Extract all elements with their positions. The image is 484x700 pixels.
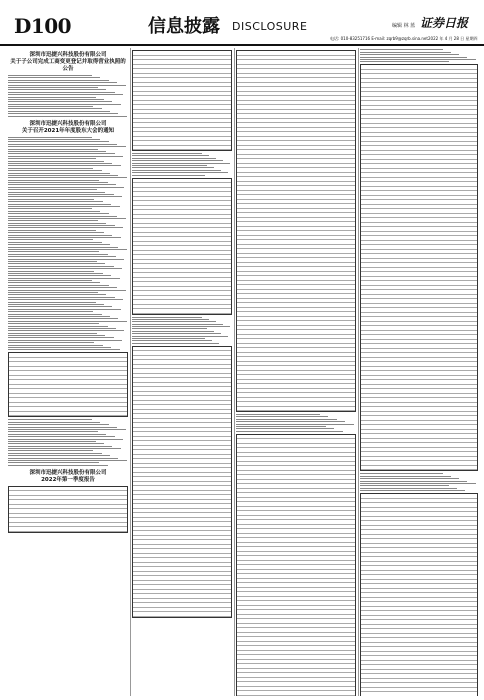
text-line xyxy=(8,89,106,90)
text-line xyxy=(236,419,337,420)
text-line xyxy=(8,282,100,283)
text-line xyxy=(8,294,106,295)
data-table xyxy=(132,346,232,618)
data-table xyxy=(8,352,128,417)
text-line xyxy=(132,170,221,171)
text-line xyxy=(8,232,104,233)
body-text xyxy=(360,49,478,62)
text-line xyxy=(8,80,109,81)
text-line xyxy=(132,338,205,339)
text-line xyxy=(8,321,127,322)
text-line xyxy=(360,52,451,53)
column-divider xyxy=(358,48,359,696)
text-line xyxy=(360,481,467,482)
table-row xyxy=(9,412,127,417)
text-line xyxy=(8,318,118,319)
text-line xyxy=(132,319,209,320)
text-line xyxy=(360,483,476,484)
text-line xyxy=(132,153,202,154)
data-table xyxy=(132,50,232,151)
issue-date: 2022 年 4 月 28 日 星期四 xyxy=(428,36,478,41)
text-line xyxy=(132,340,212,341)
text-line xyxy=(8,177,127,178)
text-line xyxy=(8,306,112,307)
text-line xyxy=(132,163,230,164)
text-line xyxy=(8,196,122,197)
text-line xyxy=(8,427,117,428)
text-line xyxy=(8,137,92,138)
text-line xyxy=(132,167,214,168)
text-line xyxy=(8,448,121,449)
data-table xyxy=(8,486,128,533)
column-3 xyxy=(236,48,356,696)
body-text xyxy=(8,419,128,465)
text-line xyxy=(132,158,216,159)
text-line xyxy=(8,330,124,331)
text-line xyxy=(8,287,117,288)
text-line xyxy=(8,199,94,200)
column-1 xyxy=(8,48,128,696)
text-line xyxy=(8,323,99,324)
text-line xyxy=(8,244,110,245)
text-line xyxy=(8,206,120,207)
text-line xyxy=(132,331,214,332)
text-line xyxy=(8,345,103,346)
text-line xyxy=(360,478,459,479)
text-line xyxy=(8,201,103,202)
text-line xyxy=(8,278,120,279)
body-text xyxy=(8,75,128,117)
text-line xyxy=(8,168,93,169)
masthead xyxy=(0,0,484,46)
table-row xyxy=(361,692,477,696)
text-line xyxy=(8,337,114,338)
text-line xyxy=(8,239,93,240)
text-line xyxy=(8,290,126,291)
text-line xyxy=(360,61,449,62)
text-line xyxy=(8,158,96,159)
text-line xyxy=(8,204,111,205)
section-title: 信息披露 xyxy=(148,16,220,37)
contact-info: 电话: 010-83251716 E-mail: zqrb9@zqrb.sina.net xyxy=(330,36,428,41)
text-line xyxy=(8,151,106,152)
text-line xyxy=(132,155,209,156)
text-line xyxy=(8,431,98,432)
text-line xyxy=(8,326,108,327)
text-line xyxy=(8,455,110,456)
announcement-title: 深圳市迅捷兴科技股份有限公司 2022年第一季度报告 xyxy=(29,469,107,483)
table-row xyxy=(133,309,231,314)
text-line xyxy=(8,161,104,162)
data-table xyxy=(236,50,356,412)
text-line xyxy=(8,259,124,260)
text-line xyxy=(360,57,467,58)
text-line xyxy=(8,230,96,231)
text-line xyxy=(8,446,112,447)
text-line xyxy=(8,94,123,95)
text-line xyxy=(8,247,118,248)
text-line xyxy=(8,422,100,423)
text-line xyxy=(8,302,96,303)
text-line xyxy=(8,292,98,293)
text-line xyxy=(8,465,108,466)
text-line xyxy=(8,170,102,171)
text-line xyxy=(132,336,228,337)
text-line xyxy=(8,441,96,442)
text-line xyxy=(8,349,120,350)
text-line xyxy=(236,426,326,427)
text-line xyxy=(8,304,104,305)
text-line xyxy=(8,297,115,298)
text-line xyxy=(8,263,105,264)
text-line xyxy=(8,333,97,334)
text-line xyxy=(132,175,205,176)
text-line xyxy=(360,54,459,55)
column-2 xyxy=(132,48,232,696)
text-line xyxy=(8,163,112,164)
text-line xyxy=(8,434,106,435)
text-line xyxy=(360,473,443,474)
text-line xyxy=(8,82,117,83)
text-line xyxy=(360,49,443,50)
body-text xyxy=(360,473,478,491)
text-line xyxy=(8,237,121,238)
table-row xyxy=(133,612,231,617)
body-text xyxy=(132,153,232,176)
text-line xyxy=(8,116,127,117)
text-line xyxy=(8,184,116,185)
text-line xyxy=(132,326,230,327)
text-line xyxy=(8,213,109,214)
text-line xyxy=(236,431,343,432)
text-line xyxy=(8,101,112,102)
text-line xyxy=(8,235,112,236)
text-line xyxy=(236,414,320,415)
text-line xyxy=(8,340,122,341)
table-row xyxy=(9,527,127,532)
text-line xyxy=(360,490,465,491)
text-line xyxy=(360,476,451,477)
text-line xyxy=(8,299,123,300)
text-line xyxy=(8,268,122,269)
text-line xyxy=(8,443,104,444)
text-line xyxy=(8,208,92,209)
section-title-en: DISCLOSURE xyxy=(232,20,308,33)
text-line xyxy=(8,462,99,463)
text-line xyxy=(8,309,121,310)
text-line xyxy=(8,311,93,312)
text-line xyxy=(8,273,103,274)
text-line xyxy=(132,333,221,334)
data-table xyxy=(360,64,478,471)
text-line xyxy=(8,458,118,459)
data-table xyxy=(132,178,232,315)
announcement-title: 深圳市迅捷兴科技股份有限公司 关于召开2021年年度股东大会的通知 xyxy=(21,120,115,134)
data-table xyxy=(360,493,478,696)
text-line xyxy=(132,160,223,161)
text-line xyxy=(8,342,94,343)
text-line xyxy=(360,485,449,486)
editor-credit: 编辑 林 蓝 xyxy=(392,23,416,29)
text-line xyxy=(8,251,99,252)
text-line xyxy=(8,419,92,420)
announcement-title: 深圳市迅捷兴科技股份有限公司 关于子公司完成工商变更登记并取得营业执照的公告 xyxy=(10,52,126,72)
text-line xyxy=(8,261,97,262)
newspaper-logo: 证券日报 xyxy=(420,16,469,30)
text-line xyxy=(8,173,110,174)
text-line xyxy=(8,266,114,267)
text-line xyxy=(236,424,354,425)
text-line xyxy=(8,141,109,142)
text-line xyxy=(8,175,118,176)
text-line xyxy=(8,285,109,286)
text-line xyxy=(236,428,334,429)
text-line xyxy=(8,211,100,212)
data-table xyxy=(236,434,356,696)
text-line xyxy=(8,453,102,454)
text-line xyxy=(8,85,126,86)
body-text xyxy=(236,414,356,432)
text-line xyxy=(132,328,207,329)
text-line xyxy=(8,75,92,76)
text-line xyxy=(132,321,216,322)
text-line xyxy=(8,111,110,112)
text-line xyxy=(8,256,116,257)
text-line xyxy=(8,328,116,329)
text-line xyxy=(132,165,207,166)
text-line xyxy=(8,187,124,188)
text-line xyxy=(8,97,96,98)
body-text xyxy=(8,137,128,351)
text-line xyxy=(8,99,104,100)
text-line xyxy=(132,343,219,344)
text-line xyxy=(8,216,117,217)
column-divider xyxy=(130,48,131,696)
text-line xyxy=(8,156,123,157)
table-row xyxy=(361,466,477,471)
text-line xyxy=(8,450,93,451)
text-line xyxy=(8,92,115,93)
text-line xyxy=(8,139,100,140)
text-line xyxy=(8,225,115,226)
text-line xyxy=(8,220,98,221)
text-line xyxy=(8,439,123,440)
text-line xyxy=(8,194,114,195)
text-line xyxy=(8,275,111,276)
table-row xyxy=(237,407,355,412)
text-line xyxy=(360,488,457,489)
text-line xyxy=(360,59,476,60)
text-line xyxy=(8,106,93,107)
text-line xyxy=(8,87,98,88)
text-line xyxy=(8,335,105,336)
text-line xyxy=(8,218,126,219)
text-line xyxy=(8,180,99,181)
column-4 xyxy=(360,48,478,696)
text-line xyxy=(8,242,102,243)
text-line xyxy=(8,77,100,78)
text-line xyxy=(8,113,118,114)
text-line xyxy=(8,149,98,150)
text-line xyxy=(8,271,94,272)
text-line xyxy=(8,223,106,224)
text-line xyxy=(8,146,126,147)
text-line xyxy=(8,460,127,461)
text-line xyxy=(8,314,102,315)
text-line xyxy=(8,189,97,190)
text-line xyxy=(8,280,92,281)
text-line xyxy=(236,421,345,422)
text-line xyxy=(8,153,115,154)
text-line xyxy=(132,317,202,318)
page-number: D100 xyxy=(14,14,72,38)
text-line xyxy=(8,108,102,109)
text-line xyxy=(8,182,108,183)
text-line xyxy=(132,172,228,173)
text-line xyxy=(8,144,117,145)
text-line xyxy=(8,165,121,166)
column-divider xyxy=(234,48,235,696)
text-line xyxy=(8,429,126,430)
text-line xyxy=(236,416,328,417)
text-line xyxy=(8,227,123,228)
text-line xyxy=(8,104,121,105)
text-line xyxy=(8,249,127,250)
text-line xyxy=(8,424,109,425)
text-line xyxy=(8,254,108,255)
text-line xyxy=(8,316,110,317)
table-row xyxy=(133,146,231,151)
text-line xyxy=(8,436,115,437)
text-line xyxy=(132,324,223,325)
text-line xyxy=(8,347,111,348)
text-line xyxy=(8,192,105,193)
body-text xyxy=(132,317,232,344)
